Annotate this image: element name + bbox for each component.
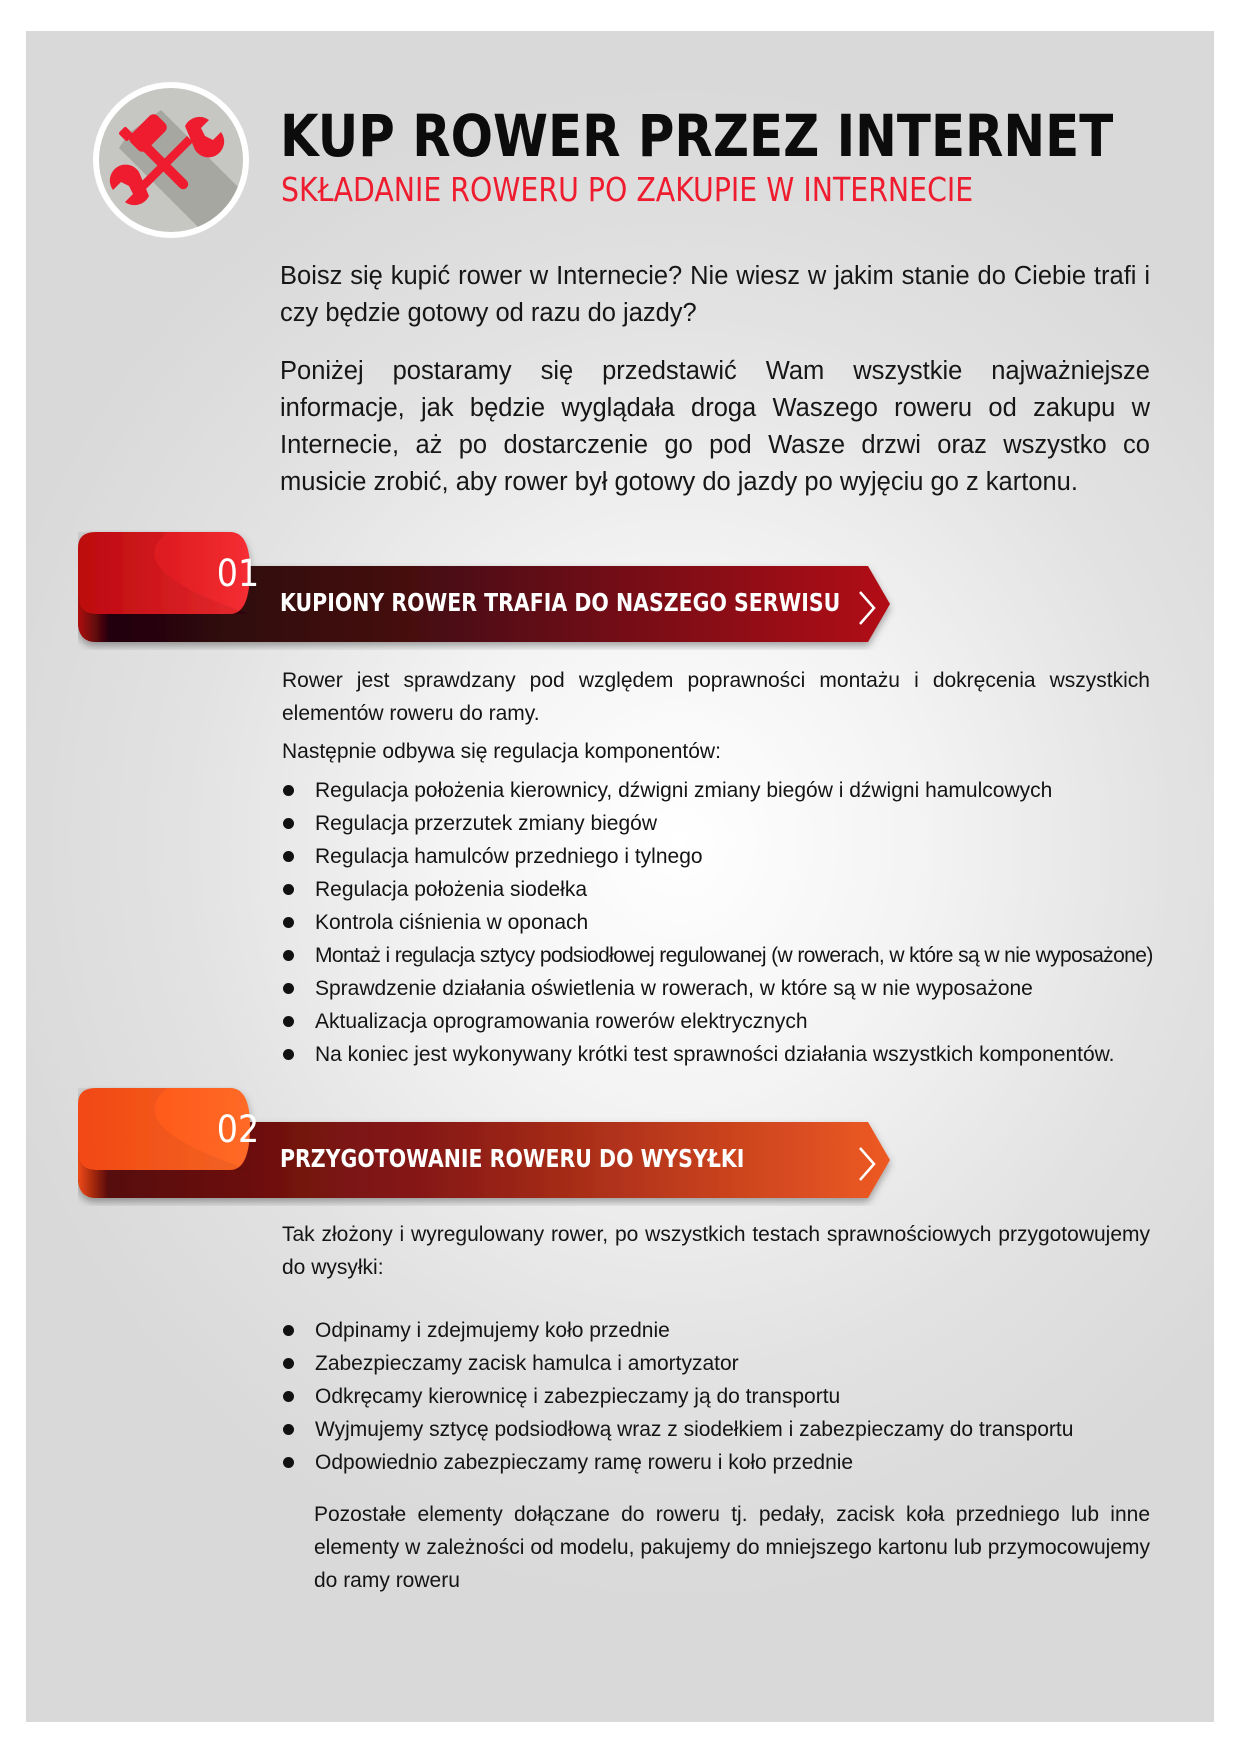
list-item-text: Regulacja przerzutek zmiany biegów: [315, 812, 657, 835]
list-item: [282, 1380, 1150, 1413]
list-item-text: Regulacja położenia kierownicy, dźwigni zmiany biegów i dźwigni hamulcowych: [315, 779, 1053, 802]
list-item-text: Odpinamy i zdejmujemy koło przednie: [315, 1319, 670, 1342]
section-01-number: 01: [216, 552, 260, 595]
list-item: [282, 840, 1150, 873]
list-item-text: Montaż i regulacja sztycy podsiodłowej regulowanej (w rowerach, w które są w nie wyposażone): [315, 944, 1153, 967]
bullet-icon: [283, 884, 294, 895]
list-item: [282, 939, 1153, 972]
list-item: [282, 1005, 1150, 1038]
list-item-text: Kontrola ciśnienia w oponach: [315, 911, 589, 934]
bullet-icon: [283, 950, 294, 961]
list-item-text: Na koniec jest wykonywany krótki test sprawności działania wszystkich komponentów.: [315, 1043, 1115, 1066]
section-02-number: 02: [216, 1108, 260, 1151]
list-item-text: Sprawdzenie działania oświetlenia w rowerach, w które są w nie wyposażone: [315, 977, 1033, 1000]
list-item: [282, 972, 1150, 1005]
bullet-icon: [283, 983, 294, 994]
list-item: [282, 1038, 1150, 1071]
bullet-icon: [283, 785, 294, 796]
list-item: [282, 906, 1150, 939]
section-02-banner: [78, 1086, 898, 1206]
page-title: KUP ROWER PRZEZ INTERNET: [280, 102, 1114, 170]
section-02-heading: PRZYGOTOWANIE ROWERU DO WYSYŁKI: [280, 1144, 745, 1173]
bullet-icon: [283, 1358, 294, 1369]
section-01-paragraph-1-text: Rower jest sprawdzany pod względem poprawności montażu i dokręcenia wszystkich elementów roweru do ramy.: [282, 669, 1150, 725]
list-item: [282, 774, 1150, 807]
list-item: [282, 1413, 1150, 1446]
list-item: [282, 873, 1150, 906]
list-item: [282, 807, 1150, 840]
bullet-icon: [283, 1325, 294, 1336]
list-item: [282, 1314, 1150, 1347]
bullet-icon: [283, 1457, 294, 1468]
logo-badge: [93, 82, 249, 238]
section-01-paragraph-2: [282, 735, 1150, 768]
list-item-text: Zabezpieczamy zacisk hamulca i amortyzator: [315, 1352, 739, 1375]
list-item-text: Odkręcamy kierownicę i zabezpieczamy ją do transportu: [315, 1385, 841, 1408]
intro-paragraph-2: Poniżej postaramy się przedstawić Wam wszystkie najważniejsze informacje, jak będzie wyglądała droga Waszego roweru od zakupu w Internecie, aż po dostarczenie go pod Wasze drzwi oraz wszystko co musicie zrobić, aby rower był gotowy do jazdy po wyjęciu go z kartonu.: [280, 357, 1150, 496]
list-item-text: Odpowiednio zabezpieczamy ramę roweru i koło przednie: [315, 1451, 854, 1474]
section-01-heading: KUPIONY ROWER TRAFIA DO NASZEGO SERWISU: [280, 588, 841, 617]
list-item-text: Wyjmujemy sztycę podsiodłową wraz z siodełkiem i zabezpieczamy do transportu: [315, 1418, 1074, 1441]
section-02-checklist: [282, 1314, 1150, 1479]
section-01-paragraph-2-text: Następnie odbywa się regulacja komponentów:: [282, 740, 721, 763]
bullet-icon: [283, 818, 294, 829]
bullet-icon: [283, 1016, 294, 1027]
section-02-paragraph-2-text: Pozostałe elementy dołączane do roweru tj. pedały, zacisk koła przedniego lub inne elementy w zależności od modelu, pakujemy do mniejszego kartonu lub przymocowujemy do ramy roweru: [314, 1503, 1150, 1592]
hammer-and-wrench-icon: [99, 88, 243, 232]
logo-circle: [99, 88, 243, 232]
intro-paragraph-1: Boisz się kupić rower w Internecie? Nie wiesz w jakim stanie do Ciebie trafi i czy będzie gotowy od razu do jazdy?: [280, 262, 1150, 327]
list-item: [282, 1347, 1150, 1380]
section-01-checklist: [282, 774, 1153, 1071]
section-01-paragraph-1: [282, 664, 1150, 730]
bullet-icon: [283, 1391, 294, 1402]
page-subtitle: SKŁADANIE ROWERU PO ZAKUPIE W INTERNECIE: [281, 170, 974, 209]
bullet-icon: [283, 1049, 294, 1060]
section-02-paragraph-1-text: Tak złożony i wyregulowany rower, po wszystkich testach sprawnościowych przygotowujemy do wysyłki:: [282, 1223, 1150, 1279]
list-item-text: Aktualizacja oprogramowania rowerów elektrycznych: [315, 1010, 808, 1033]
list-item-text: Regulacja hamulców przedniego i tylnego: [315, 845, 703, 868]
list-item-text: Regulacja położenia siodełka: [315, 878, 588, 901]
list-item: [282, 1446, 1150, 1479]
section-01-banner: [78, 530, 898, 650]
bullet-icon: [283, 917, 294, 928]
section-02-paragraph-1: [282, 1218, 1150, 1284]
bullet-icon: [283, 1424, 294, 1435]
bullet-icon: [283, 851, 294, 862]
section-02-paragraph-2: [314, 1498, 1150, 1597]
